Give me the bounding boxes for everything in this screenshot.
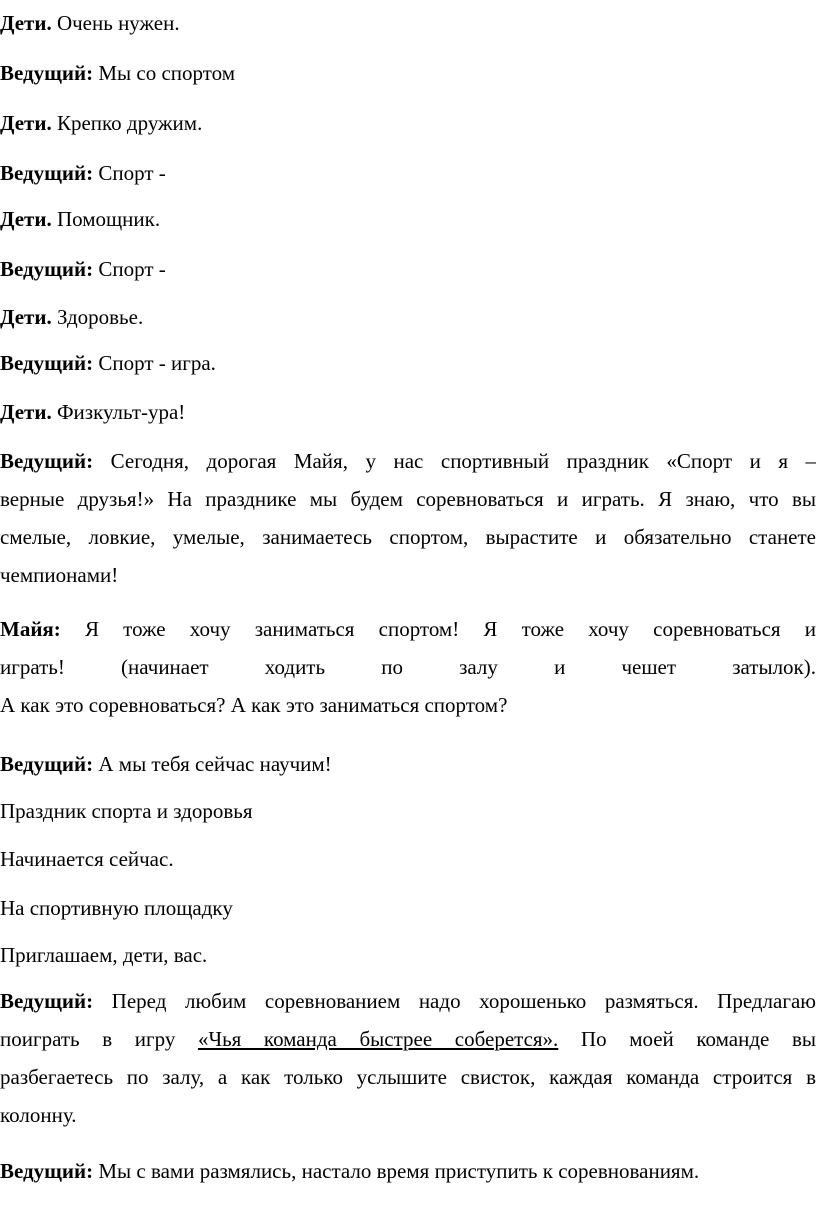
line-text: Физкульт-ура! <box>51 400 186 424</box>
speaker-label: Дети. <box>0 111 52 135</box>
dialog-line <box>0 154 166 192</box>
paragraph-line: А как это соревноваться? А как это заниматься спортом? <box>0 693 508 717</box>
speaker-label: Ведущий: <box>0 257 94 281</box>
line-text: Сегодня, дорогая Майя, у нас спортивный праздник «Спорт и я – <box>93 449 816 473</box>
paragraph-line: колонну. <box>0 1103 77 1127</box>
paragraph-line: чемпионами! <box>0 563 119 587</box>
dialog-line <box>0 54 235 92</box>
line-text: Мы со спортом <box>93 61 236 85</box>
line-text: А мы тебя сейчас научим! <box>93 752 332 776</box>
line-text: По моей команде вы <box>558 1027 816 1051</box>
line-text: Я тоже хочу заниматься спортом! Я тоже хочу соревноваться и <box>60 617 816 641</box>
paragraph-line <box>0 982 816 1020</box>
dialog-line <box>0 1152 699 1190</box>
paragraph-line: верные друзья!» На празднике мы будем соревноваться и играть. Я знаю, что вы <box>0 487 816 511</box>
line-text: Перед любим соревнованием надо хорошенько размяться. Предлагаю <box>93 989 816 1013</box>
dialog-line <box>0 250 166 288</box>
speaker-label: Ведущий: <box>0 161 94 185</box>
speaker-label: Ведущий: <box>0 752 94 776</box>
speaker-label: Ведущий: <box>0 1159 94 1183</box>
paragraph-line <box>0 442 816 480</box>
paragraph-line: играть! (начинает ходить по залу и чешет затылок). <box>0 655 816 679</box>
paragraph-line <box>0 610 816 648</box>
dialog-line <box>0 200 160 238</box>
speaker-label: Ведущий: <box>0 449 94 473</box>
paragraph-line <box>0 1020 816 1058</box>
poem-line: Начинается сейчас. <box>0 847 174 871</box>
speaker-label: Дети. <box>0 11 52 35</box>
line-text: поиграть в игру <box>0 1027 198 1051</box>
line-text: Спорт - игра. <box>93 351 216 375</box>
line-text: Помощник. <box>51 207 161 231</box>
poem-line: Праздник спорта и здоровья <box>0 799 253 823</box>
dialog-line <box>0 298 143 336</box>
speaker-label: Ведущий: <box>0 351 94 375</box>
line-text: Спорт - <box>93 161 166 185</box>
speaker-label: Дети. <box>0 400 52 424</box>
maya-paragraph <box>0 610 816 724</box>
game-title-link[interactable]: «Чья команда быстрее соберется». <box>197 1027 559 1051</box>
line-text: Мы с вами размялись, настало время приступить к соревнованиям. <box>93 1159 700 1183</box>
speaker-label: Ведущий: <box>0 989 94 1013</box>
host-intro-paragraph <box>0 442 816 594</box>
line-text: Очень нужен. <box>51 11 180 35</box>
dialog-line <box>0 745 332 783</box>
dialog-line <box>0 393 185 431</box>
paragraph-line: разбегаетесь по залу, а как только услышите свисток, каждая команда строится в <box>0 1065 816 1089</box>
line-text: Спорт - <box>93 257 166 281</box>
speaker-label: Дети. <box>0 305 52 329</box>
dialog-line <box>0 4 180 42</box>
poem-line: На спортивную площадку <box>0 896 233 920</box>
speaker-label: Майя: <box>0 617 61 641</box>
line-text: Крепко дружим. <box>51 111 203 135</box>
poem-line: Приглашаем, дети, вас. <box>0 943 208 967</box>
line-text: Здоровье. <box>51 305 144 329</box>
warmup-paragraph <box>0 982 816 1134</box>
speaker-label: Дети. <box>0 207 52 231</box>
dialog-line <box>0 104 202 142</box>
paragraph-line: смелые, ловкие, умелые, занимаетесь спортом, вырастите и обязательно станете <box>0 525 816 549</box>
dialog-line <box>0 344 216 382</box>
speaker-label: Ведущий: <box>0 61 94 85</box>
